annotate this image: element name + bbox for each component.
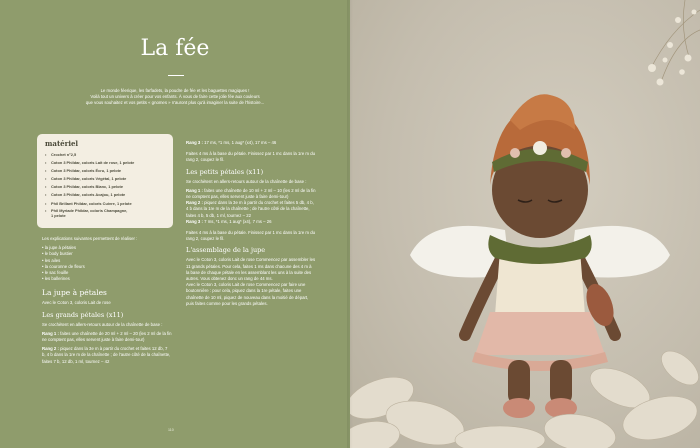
- materials-item: 1 pelote: [51, 212, 66, 218]
- materials-heading: matériel: [45, 139, 79, 148]
- materials-box: [37, 134, 173, 228]
- small-petals-finish: Faites 4 ms à la base du pétale. Finissez par 1 mc dans la 1re m du rang 2, coupez le fil.: [186, 230, 315, 242]
- assembly-text-1: Avec le Coton 3, coloris Lait de rose Commencez par assembler les 11 grands pétales. Pour cela, faites 1 ms dans chacune des 4 m à la base de chaque pétale en les assemblant les uns à la suite des autres. Vous obtenez donc un rang de 44 ms.: [186, 257, 316, 282]
- finish-text: Faites 4 ms à la base du pétale. Finissez par 1 mc dans la 1re m du rang 2, coupez le fil.: [186, 151, 315, 163]
- parts-list: [42, 245, 172, 282]
- small-petals-row2: Rang 2 : piquez dans la 3e m à partir du crochet et faites 5 db, 4 b, 4 b dans la 1re m de la chaînette ; de l'autre côté de la chaînette, faites 4 b, 5 db, 1 ml, tournez – 22: [186, 200, 314, 218]
- materials-item: • Coton 3 Phildar, coloris Blanc, 1 pelote: [45, 184, 123, 190]
- dried-leaves-image: [350, 328, 700, 448]
- row3-text: Rang 3 : 17 ms, *1 ms, 1 aug* (x4), 17 ms – 46: [186, 140, 277, 145]
- instructions-column-1: [42, 236, 172, 368]
- parts-item: • les ailes: [42, 257, 61, 263]
- parts-item: • le sac feuille: [42, 270, 69, 276]
- explain-text: Les explications suivantes permettent de réaliser :: [42, 236, 138, 241]
- intro-line: que vous souhaitez et vos petits « gnomes » n'auront plus qu'à imaginer la suite de l'histoire...: [85, 100, 265, 106]
- intro-line: Le monde féerique, les farfadets, la poudre de fée et les baguettes magiques !: [100, 88, 250, 93]
- page-number: 110: [168, 428, 174, 432]
- assembly-text-2: Avec le Coton 3, coloris Lait de rose Commencez par faire une boutonnière : pour cela, piquez dans la 1re pétale, faites une chaînette de 10 ml, piquez de nouveau dans la moitié de départ, puis faites comme pour les grands pétales.: [186, 282, 309, 306]
- page-title: La fée: [140, 36, 210, 61]
- parts-item: • les ballerines: [42, 276, 70, 282]
- materials-item: • Coton 3 Phildar, coloris Écru, 1 pelote: [45, 168, 122, 174]
- small-petals-intro: Se crochètent en allers-retours autour de la chaînette de base :: [186, 178, 307, 184]
- photo-page: [350, 0, 700, 448]
- assembly-heading: L'assemblage de la jupe: [186, 246, 266, 255]
- dried-flowers-image: [590, 0, 700, 90]
- materials-item: • Crochet n°2,5: [45, 152, 77, 157]
- instructions-column-2: [186, 140, 316, 310]
- intro-text: [40, 88, 310, 107]
- materials-item: • Coton 3 Phildar, coloris Végétal, 1 pelote: [45, 176, 127, 182]
- small-petals-heading: Les petits pétales (x11): [186, 167, 264, 176]
- intro-line: Voilà tout un univers à créer pour vos enfants. À vous de faire cette jolie fée aux couleurs: [90, 94, 260, 100]
- book-gutter: [347, 0, 353, 448]
- materials-item: • Phil Myriade Phildar, coloris Champagne,: [45, 207, 128, 213]
- big-petals-heading: Les grands pétales (x11): [42, 310, 124, 319]
- big-petals-row2: Rang 2 : piquez dans la 3e m à partir du crochet et faites 12 db, 7 b, 4 b dans la 1re m de la chaînette ; de l'autre côté de la chaînette, faites 7 b, 12 db, 1 ml, tournez – 42: [42, 346, 171, 364]
- big-petals-intro: Se crochètent en allers-retours autour de la chaînette de base :: [42, 321, 163, 327]
- materials-item: • Phil Brillant Phildar, coloris Cuivre, 1 pelote: [45, 200, 132, 206]
- parts-item: • le body bustier: [42, 251, 73, 257]
- materials-item: • Coton 3 Phildar, coloris Acajou, 1 pelote: [45, 192, 126, 198]
- parts-item: • la couronne de fleurs: [42, 263, 85, 269]
- skirt-heading: La jupe à pétales: [42, 288, 107, 298]
- skirt-text: Avec le Coton 3, coloris Lait de rose: [42, 300, 111, 306]
- parts-item: • la jupe à pétales: [42, 245, 76, 251]
- materials-list: [45, 151, 134, 218]
- small-petals-row3: Rang 3 : 7 ms, *1 ms, 1 aug* (x4), 7 ms – 26: [186, 218, 272, 224]
- title-divider: [168, 75, 184, 76]
- big-petals-row1: Rang 1 : faites une chaînette de 20 ml + 2 ml – 20 (les 2 ml de la fin ne comptent pas, elles servent juste à faire demi-tour): [42, 330, 172, 343]
- materials-item: • Coton 3 Phildar, coloris Lait de rose, 1 pelote: [45, 160, 135, 166]
- small-petals-row1: Rang 1 : faites une chaînette de 10 ml + 2 ml – 10 (les 2 ml de la fin ne comptent pas, elles servent juste à faire demi-tour): [186, 187, 316, 200]
